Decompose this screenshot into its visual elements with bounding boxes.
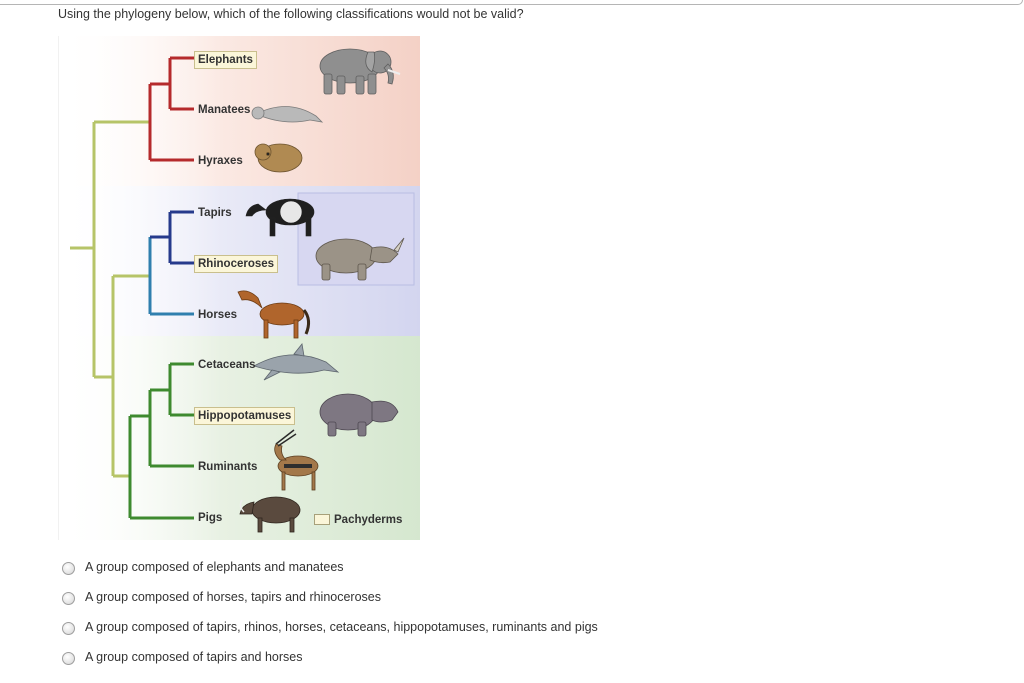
pachyderms-legend <box>314 514 402 526</box>
answer-option-3[interactable] <box>62 612 598 642</box>
taxon-horses: Horses <box>198 309 237 321</box>
frame-top-border <box>0 0 1023 5</box>
taxon-ruminants: Ruminants <box>198 461 258 473</box>
answer-option-label: A group composed of elephants and manatees <box>85 560 344 574</box>
question-text: Using the phylogeny below, which of the following classifications would not be valid? <box>58 7 524 21</box>
answer-option-label: A group composed of tapirs and horses <box>85 650 303 664</box>
radio-button[interactable] <box>62 592 75 605</box>
taxon-hippopotamuses: Hippopotamuses <box>194 407 295 425</box>
radio-button[interactable] <box>62 652 75 665</box>
legend-swatch <box>314 514 330 525</box>
answer-options <box>62 552 598 672</box>
answer-option-1[interactable] <box>62 552 598 582</box>
taxon-hyraxes: Hyraxes <box>198 155 243 167</box>
taxon-elephants: Elephants <box>194 51 257 69</box>
taxon-rhinoceroses: Rhinoceroses <box>194 255 278 273</box>
answer-option-2[interactable] <box>62 582 598 612</box>
answer-option-label: A group composed of tapirs, rhinos, horses, cetaceans, hippopotamuses, ruminants and pigs <box>85 620 598 634</box>
radio-button[interactable] <box>62 562 75 575</box>
phylogeny-figure <box>58 36 420 540</box>
taxon-pigs: Pigs <box>198 512 223 524</box>
radio-button[interactable] <box>62 622 75 635</box>
legend-label: Pachyderms <box>334 514 403 526</box>
taxon-manatees: Manatees <box>198 104 251 116</box>
taxon-cetaceans: Cetaceans <box>198 359 256 371</box>
taxon-tapirs: Tapirs <box>198 207 232 219</box>
answer-option-4[interactable] <box>62 642 598 672</box>
answer-option-label: A group composed of horses, tapirs and rhinoceroses <box>85 590 382 604</box>
